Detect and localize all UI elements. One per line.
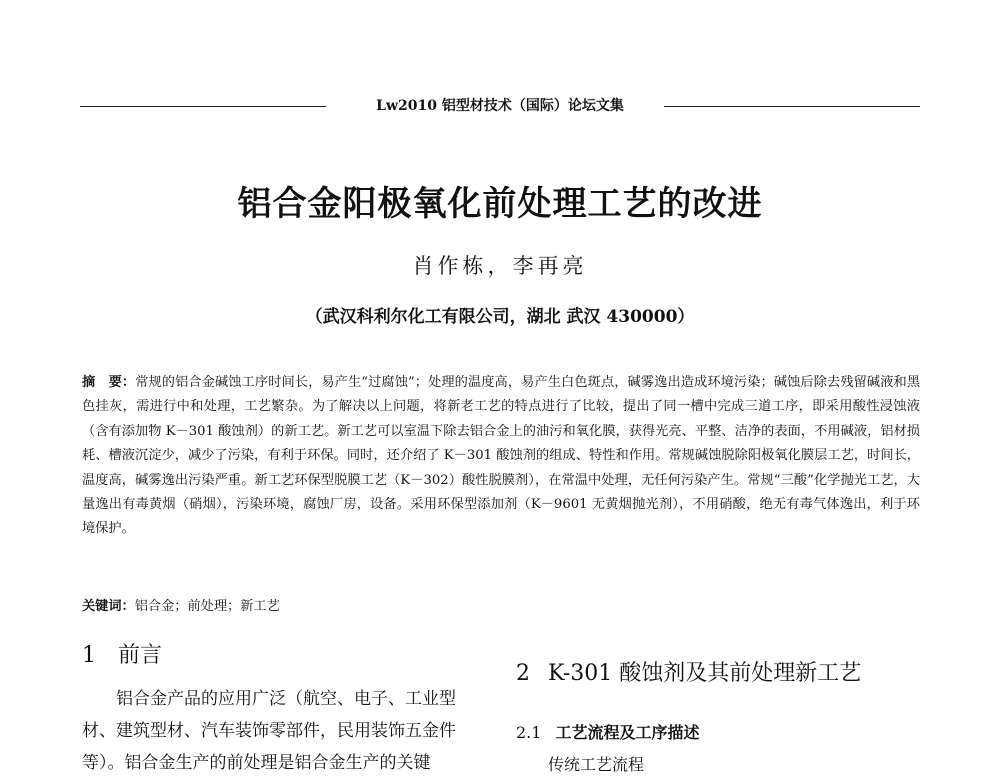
section-1-number: 1 xyxy=(82,643,96,668)
section-1-body: 铝合金产品的应用广泛（航空、电子、工业型材、建筑型材、汽车装饰零部件，民用装饰五金件等）。铝合金生产的前处理是铝合金生产的关键 xyxy=(82,689,456,773)
keywords-label: 关键词： xyxy=(82,599,135,614)
keywords xyxy=(82,597,920,617)
subsection-2-1-title: 工艺流程及工序描述 xyxy=(555,723,700,742)
header-rule-right xyxy=(664,106,920,107)
section-1-title: 前言 xyxy=(118,643,163,668)
running-title: Lw2010 铝型材技术（国际）论坛文集 xyxy=(376,98,624,114)
abstract xyxy=(82,371,920,542)
subsection-2-1-heading xyxy=(516,720,699,743)
section-2-number: 2 xyxy=(516,661,530,686)
abstract-text: 常规的铝合金碱蚀工序时间长，易产生“过腐蚀”；处理的温度高，易产生白色斑点，碱雾逸出造成环境污染；碱蚀后除去残留碱液和黑色挂灰，需进行中和处理，工艺繁杂。为了解决以上问题，将新老工艺的特点进行了比较，提出了同一槽中完成三道工序，即采用酸性浸蚀液（含有添加物 K－301 酸蚀剂）的新工艺。新工艺可以室温下除去铝合金上的油污和氧化膜，获得光亮、平整、洁净的表面，不用碱液，铝材损耗、槽液沉淀少，减少了污染，有利于环保。同时，还介绍了 K－301 酸蚀剂的组成、特性和作用。常规碱蚀脱除阳极氧化膜层工艺，时间长，温度高，碱雾逸出污染严重。新工艺环保型脱膜工艺（K－302）酸性脱膜剂），在常温中处理，无任何污染产生。常规“三酸”化学抛光工艺，大量逸出有毒黄烟（硝烟），污染环境，腐蚀厂房，设备。采用环保型添加剂（K－9601 无黄烟抛光剂），不用硝酸，绝无有毒气体逸出，利于环境保护。 xyxy=(82,375,921,537)
section-1-heading xyxy=(82,638,162,669)
subsection-2-1-number: 2.1 xyxy=(516,723,542,742)
header-rule-left xyxy=(80,106,326,107)
section-2-heading xyxy=(516,656,861,687)
paper-affiliation: （武汉科利尔化工有限公司，湖北 武汉 430000） xyxy=(305,307,695,327)
section-2-title: K-301 酸蚀剂及其前处理新工艺 xyxy=(548,661,862,686)
running-header xyxy=(80,96,920,116)
abstract-label: 摘 要： xyxy=(82,375,136,390)
keywords-text: 铝合金；前处理；新工艺 xyxy=(134,599,280,614)
paper-title: 铝合金阳极氧化前处理工艺的改进 xyxy=(237,184,763,224)
section-2-body: 传统工艺流程 xyxy=(548,755,645,774)
paper-authors: 肖作栋，李再亮 xyxy=(412,254,588,278)
